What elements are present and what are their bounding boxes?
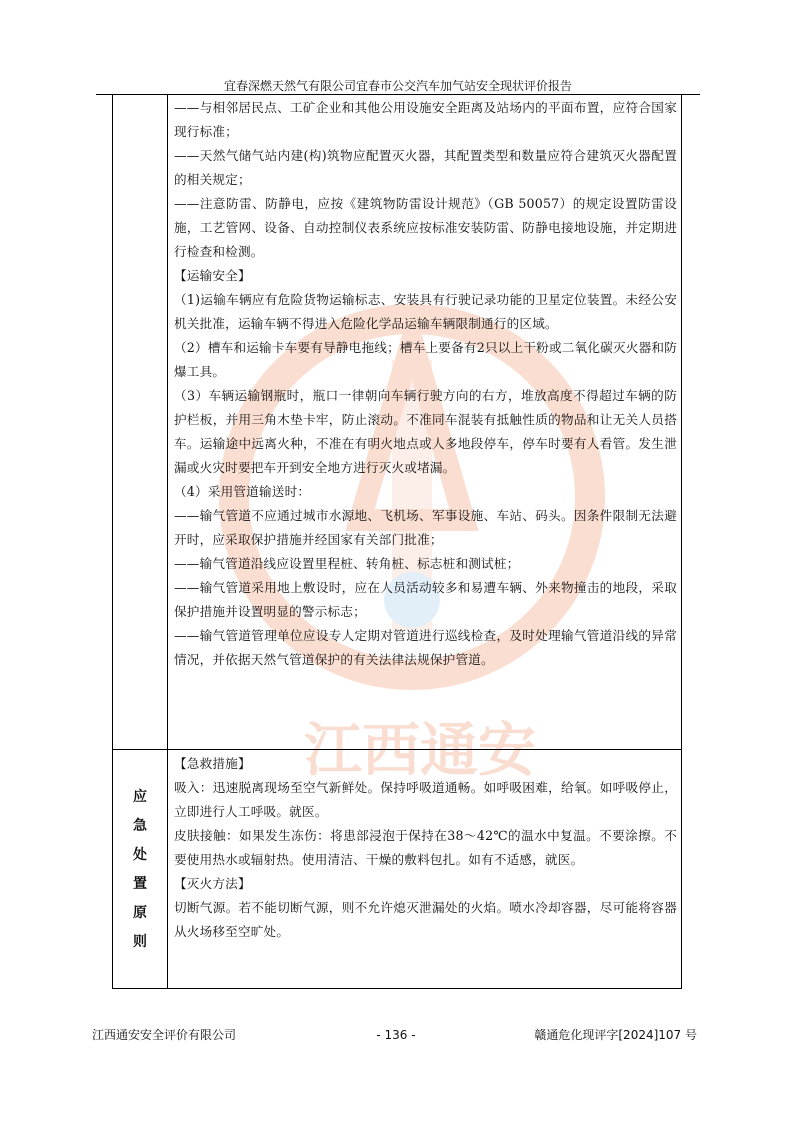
label-char: 则 (133, 933, 147, 950)
label-char: 应 (133, 788, 147, 805)
text-line: ——输气管道不应通过城市水源地、飞机场、军事设施、车站、码头。因条件限制无法避开时，应采取保护措施并经国家有关部门批准； (174, 508, 677, 547)
footer-company: 江西通安安全评价有限公司 (92, 1028, 237, 1042)
text-line: 吸入：迅速脱离现场至空气新鲜处。保持呼吸道通畅。如呼吸困难，给氧。如呼吸停止，立即进行人工呼吸。就医。 (174, 780, 677, 819)
safety-measures-cell (174, 96, 677, 672)
emergency-principles-label (113, 750, 167, 989)
subheading: 【运输安全】 (174, 268, 251, 283)
text-line: ——输气管道采用地上敷设时，应在人员活动较多和易遭车辆、外来物撞击的地段，采取保护措施并设置明显的警示标志； (174, 580, 677, 619)
text-line: 皮肤接触：如果发生冻伤：将患部浸泡于保持在38～42℃的温水中复温。不要涂擦。不要使用热水或辐射热。使用清洁、干燥的敷料包扎。如有不适感，就医。 (174, 828, 677, 867)
label-char: 急 (133, 817, 147, 834)
row-divider (113, 749, 681, 750)
text-line: 切断气源。若不能切断气源，则不允许熄灭泄漏处的火焰。喷水冷却容器，尽可能将容器从火场移至空旷处。 (174, 900, 677, 939)
emergency-principles-cell (174, 752, 677, 944)
footer-document-number: 赣通危化现评字[2024]107 号 (534, 1028, 697, 1042)
text-line: ——注意防雷、防静电，应按《建筑物防雷设计规范》（GB 50057）的规定设置防雷设施，工艺管网、设备、自动控制仪表系统应按标准安装防雷、防静电接地设施，并定期进行检查和检测。 (174, 196, 677, 259)
content-table (112, 94, 682, 989)
text-line: （2）槽车和运输卡车要有导静电拖线；槽车上要备有2只以上干粉或二氧化碳灭火器和防爆工具。 (174, 340, 677, 379)
text-line: ——与相邻居民点、工矿企业和其他公用设施安全距离及站场内的平面布置，应符合国家现行标准； (174, 100, 677, 139)
watermark-text: 江西通安 (303, 716, 537, 784)
label-char: 置 (133, 875, 147, 892)
text-line: ——输气管道管理单位应设专人定期对管道进行巡线检查，及时处理输气管道沿线的异常情况，并依据天然气管道保护的有关法律法规保护管道。 (174, 628, 677, 667)
label-char: 处 (133, 846, 147, 863)
text-line: （4）采用管道输送时： (174, 484, 311, 499)
text-line: ——输气管道沿线应设置里程桩、转角桩、标志桩和测试桩； (174, 556, 520, 571)
subheading: 【急救措施】 (174, 756, 251, 771)
text-line: ——天然气储气站内建(构)筑物应配置灭火器，其配置类型和数量应符合建筑灭火器配置的相关规定； (174, 148, 677, 187)
page-header: 宜春深燃天然气有限公司宜春市公交汽车加气站安全现状评价报告 (223, 79, 572, 93)
label-char: 原 (133, 904, 147, 921)
text-line: （1)运输车辆应有危险货物运输标志、安装具有行驶记录功能的卫星定位装置。未经公安机关批准，运输车辆不得进入危险化学品运输车辆限制通行的区域。 (174, 292, 677, 331)
column-divider (167, 94, 168, 988)
subheading: 【灭火方法】 (174, 876, 251, 891)
page-number: - 136 - (376, 1028, 416, 1042)
text-line: （3）车辆运输钢瓶时，瓶口一律朝向车辆行驶方向的右方，堆放高度不得超过车辆的防护栏板，并用三角木垫卡牢，防止滚动。不准同车混装有抵触性质的物品和让无关人员搭车。运输途中远离火种，不准在有明火地点或人多地段停车，停车时要有人看管。发生泄漏或火灾时要把车开到安全地方进行灭火或堵漏。 (174, 388, 677, 475)
